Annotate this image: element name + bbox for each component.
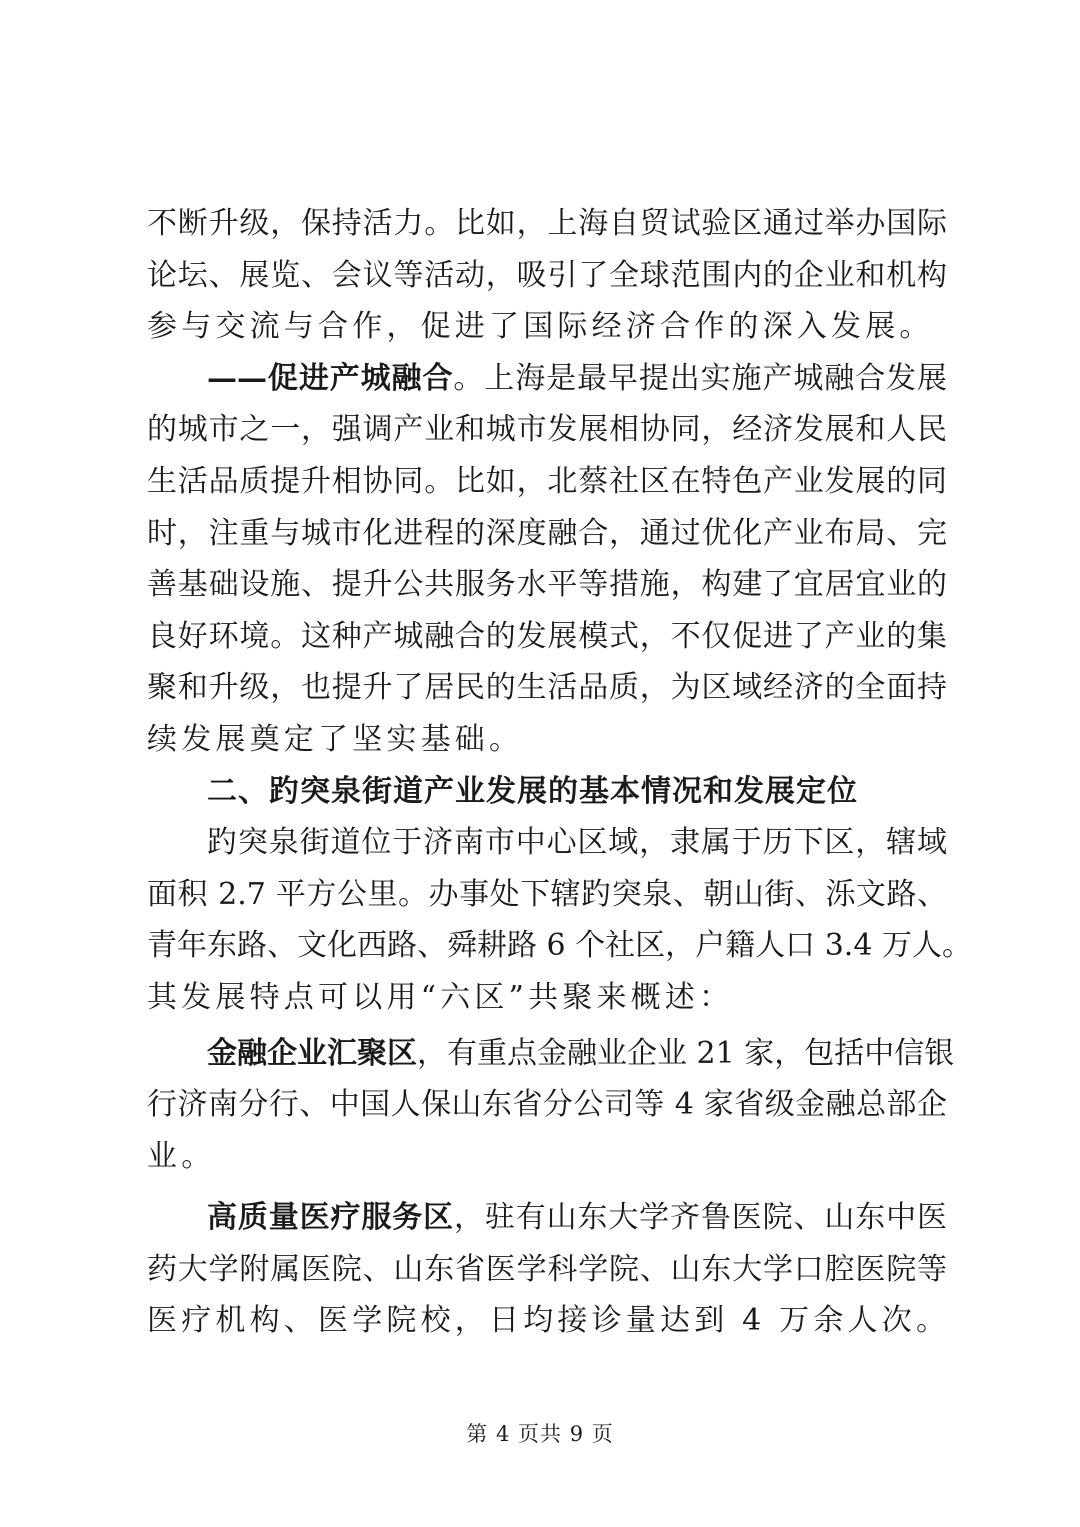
paragraph-line: 面积 2.7 平方公里。办事处下辖趵突泉、朝山街、泺文路、 bbox=[147, 876, 947, 912]
bold-lead: 金融企业汇聚区 bbox=[207, 1035, 417, 1071]
paragraph-line: 的城市之一，强调产业和城市发展相协同，经济发展和人民 bbox=[147, 412, 947, 448]
footer-suffix: 页 bbox=[591, 1422, 614, 1446]
bold-lead: 高质量医疗服务区 bbox=[207, 1200, 454, 1236]
paragraph-line: 药大学附属医院、山东省医学科学院、山东大学口腔医院等 bbox=[147, 1251, 947, 1287]
lead-rest: ，驻有山东大学齐鲁医院、山东中医 bbox=[453, 1200, 948, 1236]
body-text bbox=[147, 198, 972, 1347]
paragraph-line: 其发展特点可以用“六区”共聚来概述： bbox=[147, 979, 734, 1015]
paragraph-line: 续发展奠定了坚实基础。 bbox=[147, 721, 524, 757]
paragraph-first-line bbox=[147, 1028, 955, 1080]
paragraph-line: 青年东路、文化西路、舜耕路 6 个社区，户籍人口 3.4 万人。 bbox=[147, 928, 972, 964]
paragraph-first-line: 趵突泉街道位于济南市中心区域，隶属于历下区，辖域 bbox=[207, 825, 947, 861]
paragraph-line: 不断升级，保持活力。比如，上海自贸试验区通过举办国际 bbox=[147, 206, 947, 241]
paragraph-line: 良好环境。这种产城融合的发展模式，不仅促进了产业的集 bbox=[147, 618, 947, 654]
paragraph-line: 聚和升级，也提升了居民的生活品质，为区域经济的全面持 bbox=[147, 670, 947, 706]
paragraph-line: 参与交流与合作，促进了国际经济合作的深入发展。 bbox=[147, 309, 934, 345]
paragraph-line: 善基础设施、提升公共服务水平等措施，构建了宜居宜业的 bbox=[147, 567, 947, 603]
paragraph-line: 医疗机构、医学院校，日均接诊量达到 4 万余人次。 bbox=[147, 1303, 951, 1339]
paragraph-line: 行济南分行、中国人保山东省分公司等 4 家省级金融总部企 bbox=[147, 1087, 947, 1123]
paragraph-line: 论坛、展览、会议等活动，吸引了全球范围内的企业和机构 bbox=[147, 257, 947, 293]
total-page-count: 9 bbox=[569, 1422, 585, 1446]
section-heading: 二、趵突泉街道产业发展的基本情况和发展定位 bbox=[207, 773, 858, 809]
bold-lead: ——促进产城融合 bbox=[207, 360, 454, 396]
page-footer bbox=[0, 1418, 1080, 1448]
paragraph-line: 生活品质提升相协同。比如，北蔡社区在特色产业发展的同 bbox=[147, 463, 947, 499]
paragraph-first-line bbox=[147, 1192, 947, 1244]
footer-middle: 页共 bbox=[518, 1422, 562, 1446]
footer-prefix: 第 bbox=[466, 1422, 489, 1446]
paragraph-line: 时，注重与城市化进程的深度融合，通过优化产业布局、完 bbox=[147, 515, 947, 551]
paragraph-first-line bbox=[147, 353, 947, 405]
current-page-number: 4 bbox=[495, 1422, 511, 1446]
paragraph-line: 业。 bbox=[147, 1138, 216, 1174]
lead-rest: 。上海是最早提出实施产城融合发展 bbox=[453, 360, 948, 396]
lead-rest: ，有重点金融业企业 21 家，包括中信银 bbox=[417, 1035, 955, 1071]
